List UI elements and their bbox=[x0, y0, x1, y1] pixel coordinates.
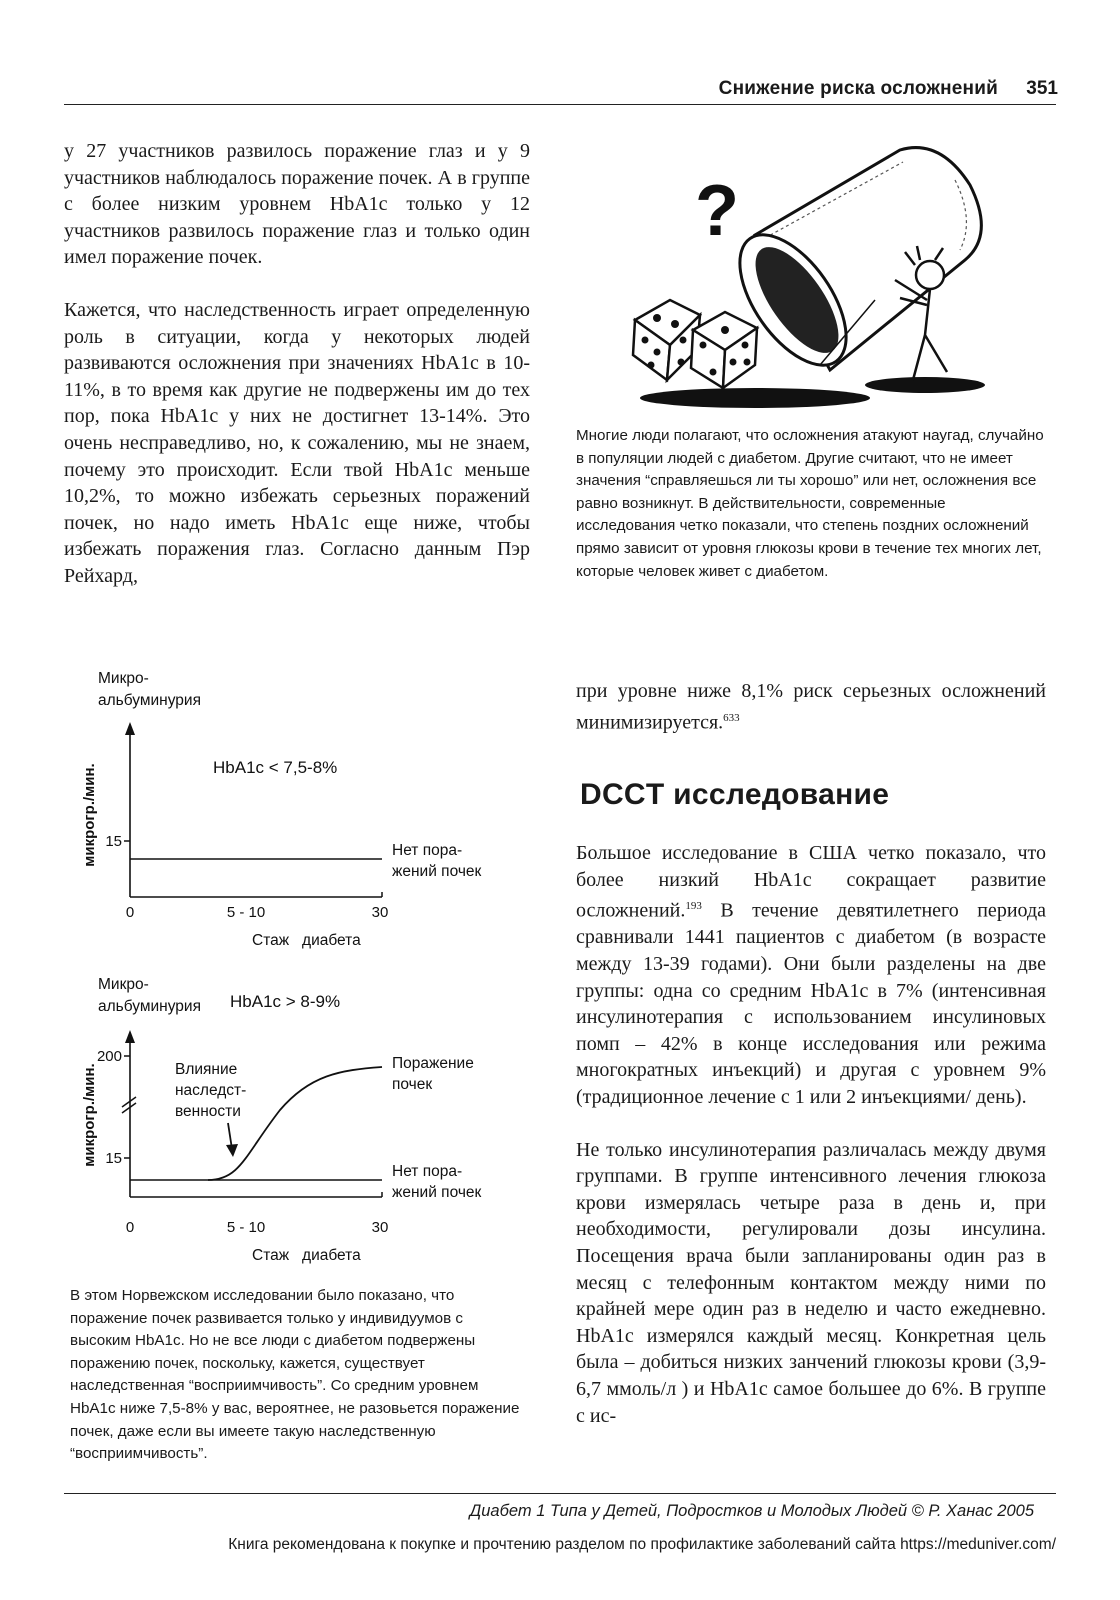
running-header-title: Снижение риска осложнений bbox=[718, 78, 998, 99]
chart-low-hba1c bbox=[70, 665, 540, 955]
right-column bbox=[576, 678, 1046, 736]
annotation-label: венности bbox=[175, 1103, 241, 1120]
x-tick-label: 5 - 10 bbox=[226, 1219, 266, 1236]
line-label: Нет пора- bbox=[392, 842, 463, 859]
y-tick-label: 15 bbox=[105, 1150, 122, 1167]
footer-book-title: Диабет 1 Типа у Детей, Подростков и Молодых Людей © Р. Ханас 2005 bbox=[469, 1502, 1034, 1520]
y-axis-title: альбуминурия bbox=[98, 998, 201, 1015]
annotation-label: Влияние bbox=[175, 1061, 238, 1078]
chart-title: HbA1c > 8-9% bbox=[230, 992, 341, 1011]
y-axis-title: Микро- bbox=[98, 670, 149, 687]
y-axis-arrow bbox=[125, 722, 135, 735]
x-tick-label: 0 bbox=[125, 904, 135, 921]
curve-label: почек bbox=[392, 1076, 433, 1093]
illustration-caption: Многие люди полагают, что осложнения атакуют наугад, случайно в популяции людей с диабетом. Другие считают, что не имеет значения “справляешься ли ты хорошо” или нет, осложнения все равно возникнут. В действительности, современные исследования четко показали, что степень поздних осложнений прямо зависит от уровня глюкозы крови в течение тех многих лет, которые человек живет с диабетом. bbox=[576, 427, 1044, 580]
x-tick-label: 30 bbox=[371, 904, 389, 921]
chart-title: HbA1c < 7,5-8% bbox=[213, 758, 338, 777]
right-column-body bbox=[576, 840, 1046, 1429]
y-axis-arrow bbox=[125, 1030, 135, 1043]
y-axis-unit: микрогр./мин. bbox=[81, 1063, 98, 1167]
dice-cup-illustration bbox=[575, 140, 1045, 410]
footnote-ref: 633 bbox=[723, 711, 740, 724]
x-tick-label: 30 bbox=[371, 1219, 389, 1236]
footnote-ref: 193 bbox=[685, 900, 702, 913]
chart-high-hba1c bbox=[70, 975, 540, 1275]
paragraph: при уровне ниже 8,1% риск серьезных осложнений минимизируется.$^{633}$ bbox=[576, 680, 1046, 734]
footer-site-note: Книга рекомендована к покупке и прочтению разделом по профилактике заболеваний сайта https://meduniver.com/ bbox=[228, 1536, 1056, 1553]
y-tick-label: 200 bbox=[96, 1048, 122, 1065]
curve-label: Поражение bbox=[392, 1055, 474, 1072]
paragraph: Большое исследование в США четко показало, что более низкий HbA1c сокращает развитие осложнений.$^{193}$ В течение девятилетнего периода сравнивали 1441 пациентов с диабетом (в возрасте между 13-39 годами). Они были разделены на две группы: одна со средним HbA1c в 7% (интенсивная инсулинотерапия с использованием инсулиновых помп – 42% в конце исследования или режима многократных инъекций) и другая с уровнем 9% (традиционное лечение с 1 или 2 инъекциями/ день). bbox=[576, 842, 1046, 1108]
axis-break bbox=[122, 1097, 136, 1107]
x-tick-label: 0 bbox=[125, 1219, 135, 1236]
axis-break bbox=[122, 1103, 136, 1113]
section-title: DCCT исследование bbox=[580, 778, 890, 811]
line-label: жений почек bbox=[392, 1184, 482, 1201]
x-tick-label: 5 - 10 bbox=[226, 904, 266, 921]
question-mark-icon: ? bbox=[695, 171, 739, 251]
die-icon bbox=[691, 312, 757, 388]
paragraph: Не только инсулинотерапия различалась между двумя группами. В группе интенсивного лечения глюкоза крови измерялась четыре раза в день и, при необходимости, регулировали дозы инсулина. Посещения врача были запланированы один раз в месяц с телефонным контактом между ними по крайней мере один раз в неделю и часто ежедневно. HbA1c измерялся каждый месяц. Конкретная цель была – добиться низких занчений глюкозы крови (3,9-6,7 ммоль/л ) и HbA1c самое большее до 6%. В группе с ис- bbox=[576, 1138, 1046, 1427]
x-axis-title: Стаж диабета bbox=[252, 932, 361, 949]
header-rule bbox=[64, 104, 1056, 105]
x-axis-title: Стаж диабета bbox=[252, 1247, 361, 1264]
y-axis-title: альбуминурия bbox=[98, 692, 201, 709]
line-label: Нет пора- bbox=[392, 1163, 463, 1180]
left-column bbox=[64, 138, 530, 590]
y-axis-title: Микро- bbox=[98, 976, 149, 993]
annotation-label: наследст- bbox=[175, 1082, 247, 1099]
footer-rule bbox=[64, 1493, 1056, 1494]
paragraph: у 27 участников развилось поражение глаз и у 9 участников наблюдалось поражение почек. А в группе с более низким уровнем HbA1c только у 12 участников развилось поражение глаз и только один имел поражение почек. bbox=[64, 140, 530, 269]
page-number: 351 bbox=[1026, 78, 1058, 99]
charts-caption: В этом Норвежском исследовании было показано, что поражение почек развивается только у индивидуумов с высоким HbA1c. Но не все люди с диабетом подвержены поражению почек, поскольку, кажется, существует наследственная “восприимчивость”. Со средним уровнем HbA1c ниже 7,5-8% у вас, вероятнее, не разовьется поражение почек, даже если вы имеете такую наследственную “восприимчивость”. bbox=[70, 1287, 520, 1463]
y-tick-label: 15 bbox=[105, 833, 122, 850]
y-axis-unit: микрогр./мин. bbox=[81, 763, 98, 867]
line-label: жений почек bbox=[392, 863, 482, 880]
paragraph: Кажется, что наследственность играет определенную роль в ситуации, когда у некоторых людей развиваются осложнения при значениях HbA1c в 10-11%, в то время как другие не подвержены им до тех пор, пока HbA1c у них не достигнет 13-14%. Это очень несправедливо, но, к сожалению, мы не знаем, почему это происходит. Если твой HbA1c меньше 10,2%, то можно избежать серьезных поражений почек, но надо иметь HbA1c еще ниже, чтобы избежать поражения глаз. Согласно данным Пэр Рейхард, bbox=[64, 298, 530, 587]
